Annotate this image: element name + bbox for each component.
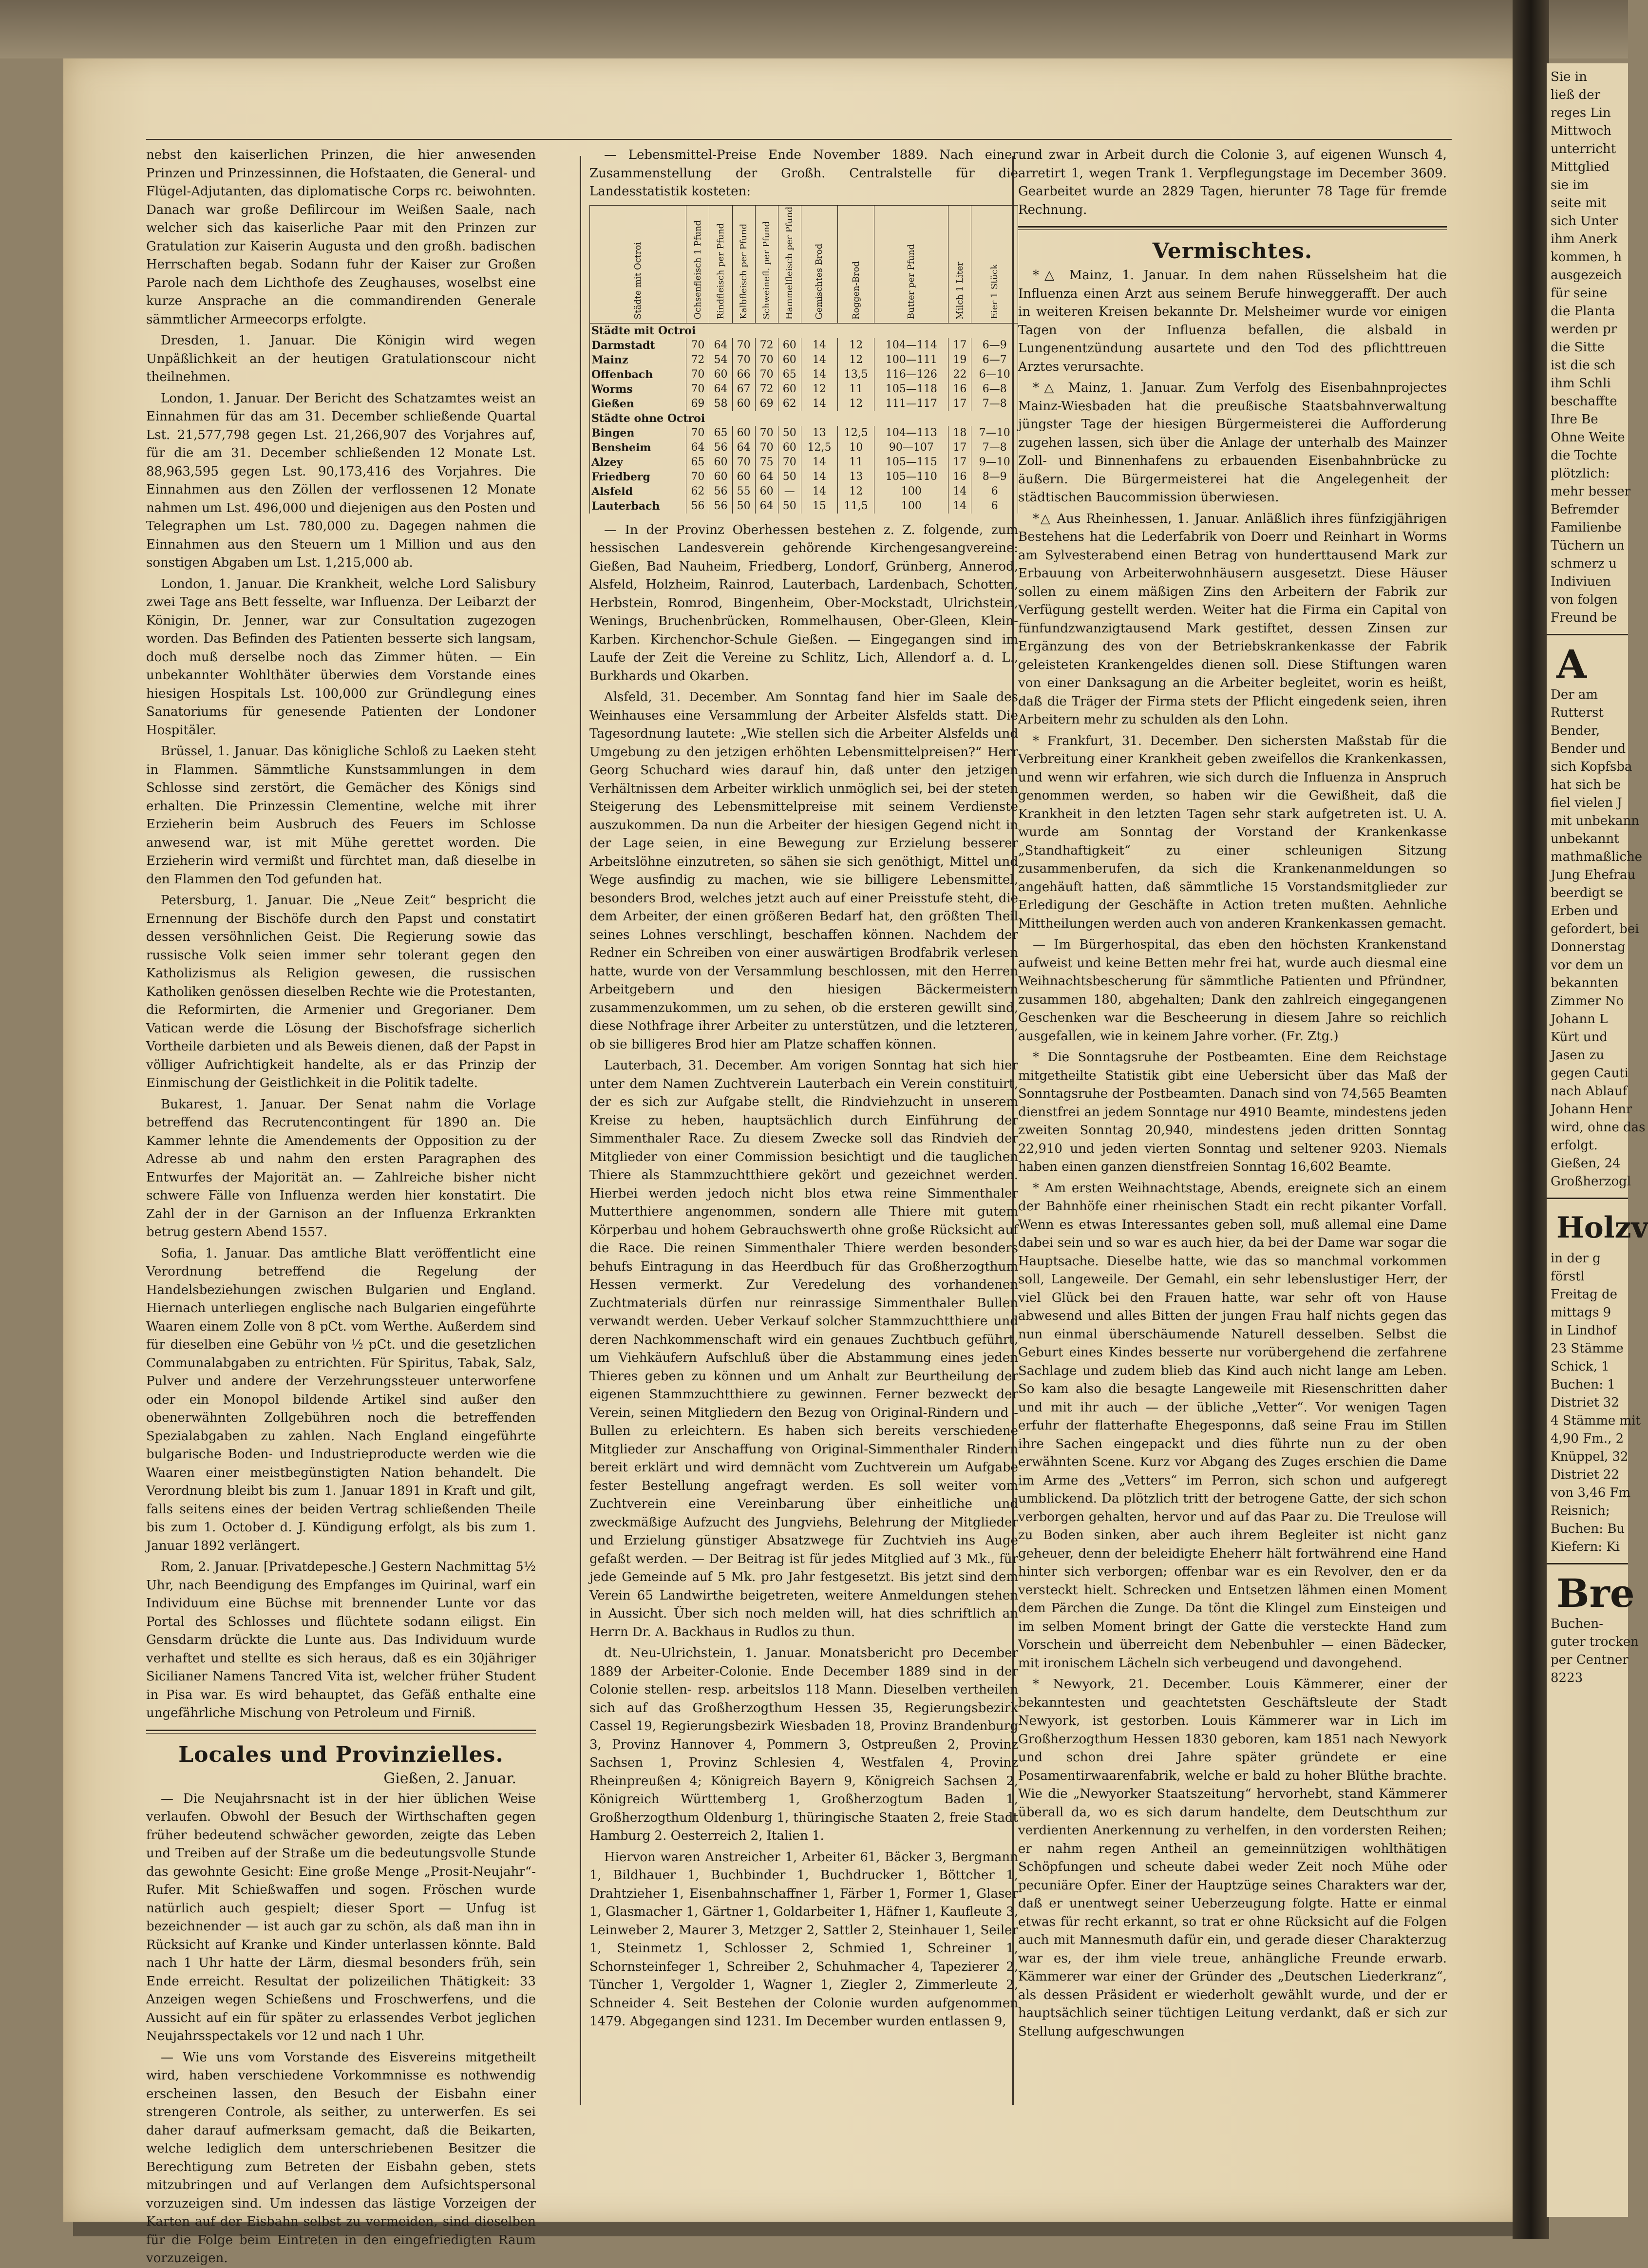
- table-cell: 60: [778, 382, 801, 397]
- table-cell: 111—117: [874, 397, 948, 411]
- article-london-salisbury: London, 1. Januar. Die Krankheit, welche Lord Salisbury zwei Tage ans Bett fesselte, war Influenza. Der Leibarzt der Königin, Dr. Jenner, war zur Consultation zugezogen worden. Das Befinden des Patienten besserte sich langsam, doch muß derselbe noch das Zimmer hüten. — Ein unbekannter Wohlthäter überwies dem Vorstande eines hiesigen Hospitals Lst. 100,000 zur Gründlegung eines Sanatoriums für genesende Patienten der Londoner Hospitäler.: [146, 576, 536, 738]
- adjacent-line: für seine: [1551, 286, 1608, 301]
- table-cell: 13: [801, 426, 837, 440]
- table-row: [590, 367, 1018, 382]
- adjacent-line: in der g: [1551, 1251, 1601, 1266]
- table-row: [590, 470, 1018, 484]
- price-table-header: [590, 205, 1018, 323]
- column-left: [146, 146, 536, 2266]
- adjacent-line: Indiviuen: [1551, 574, 1611, 589]
- table-header-cell: Schweinefl. per Pfund: [755, 205, 778, 323]
- table-header-cell: Gemischtes Brod: [801, 205, 837, 323]
- table-header-cell: Hammelfleisch per Pfund: [778, 205, 801, 323]
- table-cell: 100: [874, 499, 948, 514]
- table-cell: 17: [948, 338, 971, 353]
- table-cell: 6—9: [971, 338, 1018, 353]
- adjacent-line: von folgen: [1551, 592, 1618, 607]
- table-cell: 70: [686, 338, 709, 353]
- table-row: [590, 440, 1018, 455]
- adjacent-line: Reisnich;: [1551, 1504, 1610, 1518]
- table-cell: 60: [778, 440, 801, 455]
- table-header-cell: Ochsenfleisch 1 Pfund: [686, 205, 709, 323]
- adjacent-page-text: [1547, 1250, 1641, 1556]
- adjacent-line: ließ der: [1551, 88, 1601, 102]
- table-cell: 15: [801, 499, 837, 514]
- adjacent-line: Befremder: [1551, 502, 1620, 517]
- table-header-cell: Butter per Pfund: [874, 205, 948, 323]
- table-cell: 104—113: [874, 426, 948, 440]
- adjacent-line: mehr besser: [1551, 484, 1631, 499]
- table-cell: 14: [801, 367, 837, 382]
- table-cell: 12: [838, 397, 874, 411]
- table-cell: 60: [709, 455, 732, 470]
- table-cell: 54: [709, 353, 732, 367]
- table-header-cell: Roggen-Brod: [838, 205, 874, 323]
- adjacent-line: Tüchern un: [1551, 538, 1625, 553]
- article-neujahrsnacht: — Die Neujahrsnacht ist in der hier üblichen Weise verlaufen. Obwohl der Besuch der Wirthschaften gegen früher bedeutend schwächer geworden, zeigte das Leben und Treiben auf der Straße um die bedeutungsvolle Stunde das gewohnte Gesicht: Eine große Menge „Prosit-Neujahr“-Rufer. Mit Schießwaffen und sogen. Fröschen wurde natürlich auch gespielt; dieser Sport — Unfug ist bezeichnender — ist auch gar zu schön, als daß man ihn in Rücksicht auf Kranke und Kinder unterlassen könnte. Bald nach 1 Uhr hatte der Lärm, diesmal besonders früh, sein Ende erreicht. Resultat der polizeilichen Thätigkeit: 33 Anzeigen wegen Schießens und Froschwerfens, und die Aussicht auf ein für später zu erlassendes Verbot jeglichen Neujahrsspectakels vor 12 und nach 1 Uhr.: [146, 1791, 536, 2043]
- table-cell: —: [778, 484, 801, 499]
- table-cell: 7—8: [971, 440, 1018, 455]
- adjacent-line: bekannten: [1551, 976, 1619, 991]
- article-mainz-influenza: *△ Mainz, 1. Januar. In dem nahen Rüsselsheim hat die Influenza einen Arzt aus seinem Berufe hinweggerafft. Der auch in weiteren Kreisen bekannte Dr. Melsheimer wurde vor einigen Tagen von der Influenza befallen, die alsbald in Lungenentzündung ausartete und den Tod des pflichttreuen Arztes verursachte.: [1018, 268, 1447, 374]
- table-cell: 6—8: [971, 382, 1018, 397]
- article-lauterbach: Lauterbach, 31. December. Am vorigen Sonntag hat sich hier unter dem Namen Zuchtverein Lauterbach ein Verein constituirt, der es sich zur Aufgabe stellt, die Rindviehzucht in unserem Kreise zu heben, hauptsächlich durch Einführung der Simmenthaler Race. Zu diesem Zwecke soll das Rindvieh der Mitglieder von einer Commission besichtigt und die tauglichen Thiere als Stammzuchtthiere gekört und gezeichnet werden. Hierbei werden jedoch nicht blos etwa reine Simmenthaler Mutterthiere angenommen, sondern alle Thiere mit gutem Körperbau und hohem Gebrauchswerth ohne große Rücksicht auf die Race. Die reinen Simmenthaler Thiere werden besonders behufs Eintragung in das Heerdbuch für das Großherzogthum Hessen vermerkt. Zur Veredelung des vorhandenen Zuchtmaterials dürfen nur reinrassige Simmenthaler Bullen verwandt werden. Ueber Verkauf solcher Stammzuchtthiere und deren Nachkommenschaft wird ein genaues Zuchtbuch geführt, um Viehkäufern Aufschluß über die Abstammung eines jeden Thieres geben zu können und um Anhalt zur Beurtheilung der eigenen Stammzuchtthiere zu gewinnen. Ferner bezweckt der Verein, seinen Mitgliedern den Bezug von Original-Rindern und -Bullen zu erleichtern. Es haben sich bereits verschiedene Mitglieder zur Anschaffung von Original-Simmenthaler Rindern bereit erklärt und wird demnächt vom Zuchtverein um Aufgabe fester Bestellung angefragt werden. Es soll weiter vom Zuchtverein eine Vereinbarung über einheitliche und zweckmäßige Aufzucht des Jungviehs, Belehrung der Mitglieder und Erzielung günstiger Absatzwege für Zuchtvieh ins Auge gefaßt werden. — Der Beitrag ist für jedes Mitglied auf 3 Mk., für jede Gemeinde auf 5 Mk. pro Jahr festgesetzt. Bis jetzt sind dem Verein 65 Landwirthe beigetreten, weitere Anmeldungen stehen in Aussicht. Über sich noch melden will, hat dies schriftlich an Herrn Dr. A. Backhaus in Rudlos zu thun.: [589, 1058, 1018, 1639]
- table-cell: 50: [778, 470, 801, 484]
- price-table-body: [590, 323, 1018, 514]
- table-cell: 13: [838, 470, 874, 484]
- table-city-cell: Offenbach: [590, 367, 686, 382]
- adjacent-line: 23 Stämme: [1551, 1341, 1624, 1356]
- table-cell: 22: [948, 367, 971, 382]
- adjacent-line: Zimmer No: [1551, 994, 1624, 1009]
- table-cell: 64: [732, 440, 755, 455]
- table-cell: 65: [709, 426, 732, 440]
- table-cell: 56: [709, 440, 732, 455]
- table-cell: 62: [778, 397, 801, 411]
- table-header-cell: Milch 1 Liter: [948, 205, 971, 323]
- adjacent-line: gefordert, bei: [1551, 922, 1639, 936]
- adjacent-line: seite mit: [1551, 196, 1607, 210]
- adjacent-line: Buchen-: [1551, 1617, 1604, 1631]
- table-cell: 100: [874, 484, 948, 499]
- adjacent-line: von 3,46 Fm: [1551, 1486, 1631, 1500]
- table-cell: 64: [686, 440, 709, 455]
- section-rule: [146, 1730, 536, 1734]
- adjacent-page: [1547, 63, 1648, 2217]
- table-city-cell: Gießen: [590, 397, 686, 411]
- table-cell: 56: [709, 499, 732, 514]
- adjacent-line: nach Ablauf: [1551, 1084, 1628, 1099]
- article-newyork: * Newyork, 21. December. Louis Kämmerer, einer der bekanntesten und geachtetsten Geschäftsleute der Stadt Newyork, ist gestorben. Louis Kämmerer war in Lich im Großherzogthum Hessen 1830 geboren, kam 1851 nach Newyork und schon drei Jahre später gründete er eine Posamentirwaarenfabrik, welche er bald zu hoher Blüthe brachte. Wie die „Newyorker Staatszeitung“ hervorhebt, stand Kämmerer überall da, wo es sich darum handelte, dem Deutschthum zur verdienten Anerkennung zu verhelfen, in den vordersten Reihen; er nahm regen Antheil an gemeinnützigen wohlthätigen Schöpfungen und scheute dabei weder Zeit noch Mühe oder pecuniäre Opfer. Einer der Hauptzüge seines Charakters war der, daß er unentwegt seiner Ueberzeugung folgte. Hatte er einmal etwas für recht erkannt, so trat er ohne Rücksicht auf die Folgen auch mit Mannesmuth dafür ein, und gerade dieser Charakterzug war es, der ihm viele treue, anhängliche Freunde erwarb. Kämmerer war einer der Gründer des „Deutschen Liederkranz“, als dessen Präsident er wiederholt gewählt wurde, und der er hauptsächlich seiner tüchtigen Leitung verdankt, daß er sich zur Stellung aufgeschwungen: [1018, 1677, 1447, 2039]
- article-bruessel: Brüssel, 1. Januar. Das königliche Schloß zu Laeken steht in Flammen. Sämmtliche Kunstsammlungen in dem Schlosse sind zerstört, die Gemächer des Königs sind erhalten. Die Prinzessin Clementine, welche mit ihrer Erzieherin beim Ausbruch des Feuers im Schlosse anwesend war, ist mit Mühe gerettet worden. Die Erzieherin wird vermißt und fürchtet man, daß dieselbe in den Flammen den Tod gefunden hat.: [146, 744, 536, 887]
- table-cell: 72: [755, 382, 778, 397]
- adjacent-line: vor dem un: [1551, 958, 1624, 972]
- table-row: [590, 499, 1018, 514]
- table-cell: 70: [732, 455, 755, 470]
- adjacent-line: mathmaßliche: [1551, 850, 1643, 864]
- table-cell: 60: [709, 367, 732, 382]
- table-cell: 64: [755, 499, 778, 514]
- adjacent-line: Familienbe: [1551, 520, 1622, 535]
- table-header-cell: Rindfleisch per Pfund: [709, 205, 732, 323]
- table-cell: 11,5: [838, 499, 874, 514]
- adjacent-line: werden pr: [1551, 322, 1617, 337]
- table-city-cell: Lauterbach: [590, 499, 686, 514]
- adjacent-line: Der am: [1551, 687, 1598, 702]
- table-cell: 11: [838, 455, 874, 470]
- article-london-treasury: London, 1. Januar. Der Bericht des Schatzamtes weist an Einnahmen für das am 31. December schließende Quartal Lst. 21,577,798 gegen Lst. 21,266,907 des Vorjahres auf, für die am 31. December schließenden 12 Monate Lst. 88,963,595 gegen Lst. 90,173,416 des Vorjahres. Die Einnahmen aus den Zöllen der verflossenen 12 Monate nahmen um Lst. 496,000 und diejenigen aus den Posten und Telegraphen um Lst. 780,000 zu. Dagegen nahmen die Einnahmen aus den Steuern um 1 Million und aus den sonstigen Abgaben um Lst. 1,215,000 ab.: [146, 391, 536, 570]
- book-gutter: [1513, 0, 1549, 2239]
- table-row: [590, 397, 1018, 411]
- table-cell: 14: [801, 484, 837, 499]
- table-cell: 10: [838, 440, 874, 455]
- article-sofia: Sofia, 1. Januar. Das amtliche Blatt veröffentlicht eine Verordnung betreffend die Regelung der Handelsbeziehungen zwischen Bulgarien und England. Hiernach unterliegen englische nach Bulgarien eingeführte Waaren einem Zolle von 8 pCt. vom Werthe. Außerdem sind für dieselben eine Gebühr von ½ pCt. und die gesetzlichen Communalabgaben zu entrichten. Für Spiritus, Tabak, Salz, Pulver und andere der Verzehrungssteuer unterworfene oder ein Monopol bildende Artikel sind außer den obenerwähnten Zollgebühren noch die betreffenden Spezialabgaben zu zahlen. Nach England eingeführte bulgarische Boden- und Industrieproducte werden wie die Waaren einer meistbegünstigten Nation behandelt. Die Verordnung bleibt bis zum 1. Januar 1891 in Kraft und gilt, falls seitens eines der beiden Vertrag schließenden Theile bis zum 1. October d. J. Kündigung erfolgt, als bis zum 1. Januar 1892 verlängert.: [146, 1246, 536, 1553]
- table-cell: 72: [686, 353, 709, 367]
- adjacent-line: Gießen, 24: [1551, 1156, 1621, 1171]
- article-neu-ulrichstein: dt. Neu-Ulrichstein, 1. Januar. Monatsbericht pro December 1889 der Arbeiter-Colonie. Ende December 1889 sind in der Colonie stellen- resp. arbeitslos 118 Mann. Dieselben vertheilen sich auf das Großherzogthum Hessen 35, Regierungsbezirk Cassel 19, Regierungsbezirk Wiesbaden 18, Provinz Brandenburg 3, Provinz Hannover 4, Pommern 3, Ostpreußen 2, Provinz Sachsen 1, Provinz Schlesien 4, Westfalen 4, Provinz Rheinpreußen 4; Königreich Bayern 9, Königreich Sachsen 2, Königreich Württemberg 1, Großherzogtum Baden 1, Großherzogthum Oldenburg 1, thüringische Staaten 2, freie Stadt Hamburg 2. Oesterreich 2, Italien 1.: [589, 1646, 1018, 1844]
- table-cell: 19: [948, 353, 971, 367]
- adjacent-line: Bender,: [1551, 724, 1600, 738]
- table-cell: 75: [755, 455, 778, 470]
- adjacent-heading: Bre: [1556, 1570, 1635, 1616]
- adjacent-line: Großherzogl: [1551, 1174, 1631, 1189]
- adjacent-line: Jasen zu: [1551, 1048, 1605, 1063]
- adjacent-line: Buchen: Bu: [1551, 1522, 1625, 1536]
- table-cell: 12: [838, 353, 874, 367]
- table-cell: 105—118: [874, 382, 948, 397]
- section-title-vermischtes: Vermischtes.: [1152, 239, 1313, 264]
- article-postbeamte: * Die Sonntagsruhe der Postbeamten. Eine dem Reichstage mitgetheilte Statistik gibt eine Uebersicht über das Maß der Sonntagsruhe der Postbeamten. Danach sind von 74,565 Beamten dienstfrei an jedem Sonntage nur 4910 Beamte, mindestens jeden zweiten Sonntag 20,940, mindestens jeden dritten Sonntag 22,910 und jeden vierten Sonntag und seltener 9203. Niemals haben einen ganzen dienstfreien Sonntag 16,602 Beamte.: [1018, 1050, 1447, 1174]
- table-cell: 60: [778, 338, 801, 353]
- adjacent-line: Johann Henr: [1551, 1102, 1632, 1117]
- table-cell: 116—126: [874, 367, 948, 382]
- table-cell: 9—10: [971, 455, 1018, 470]
- article-rheinhessen: *△ Aus Rheinhessen, 1. Januar. Anläßlich ihres fünfzigjährigen Bestehens hat die Lederfabrik von Doerr und Reinhart in Worms am Sylvesterabend einen Betrag von hunderttausend Mark zur Erbauung von Arbeiterwohnhäusern ausgesetzt. Diese Häuser sollen zu einem mäßigen Zins den Arbeitern der Fabrik zur Verfügung gestellt werden. Weiter hat die Firma ein Capital von fünfundzwanzigtausend Mark gestiftet, dessen Zinsen zur Ergänzung des von der Betriebskrankenkasse der Fabrik geleisteten Krankengeldes dienen soll. Diese Stiftungen waren von einer Danksagung an die Arbeiter begleitet, worin es heißt, daß die Träger der Firma stets der Pflicht eingedenk seien, ihren Arbeitern mehr zu schulden als den Lohn.: [1018, 511, 1447, 727]
- table-cell: 64: [709, 338, 732, 353]
- table-cell: 105—115: [874, 455, 948, 470]
- article-buergerhospital: — Im Bürgerhospital, das eben den höchsten Krankenstand aufweist und keine Betten mehr frei hat, wurde auch diesmal eine Weihnachtsbescherung für sämmtliche Patienten und Pfründner, zusammen 180, abgehalten; Dank den zahlreich eingegangenen Geschenken war die Bescheerung in diesem Jahre so reichlich ausgefallen, wie in keinem Jahre vorher. (Fr. Ztg.): [1018, 937, 1447, 1044]
- adjacent-page-text: [1547, 63, 1631, 627]
- table-cell: 17: [948, 397, 971, 411]
- article-colonie-berufe: Hiervon waren Anstreicher 1, Arbeiter 61, Bäcker 3, Bergmann 1, Bildhauer 1, Buchbinder 1, Buchdrucker 1, Böttcher 1, Drahtzieher 1, Eisenbahnschaffner 1, Färber 1, Former 1, Glaser 1, Glasmacher 1, Gärtner 1, Goldarbeiter 1, Häfner 1, Kaufleute 3, Leinweber 2, Maurer 3, Metzger 2, Sattler 2, Steinhauer 1, Seiler 1, Steinmetz 1, Schlosser 2, Schmied 1, Schreiner 1, Schornsteinfeger 1, Schreiber 2, Schuhmacher 4, Tapezierer 2, Tüncher 1, Vergolder 1, Wagner 1, Ziegler 2, Zimmerleute 2, Schneider 4. Seit Bestehen der Colonie wurden aufgenommen 1479. Abgegangen sind 1231. Im December wurden entlassen 9,: [589, 1849, 1018, 2029]
- table-group-label: Städte mit Octroi: [590, 323, 1018, 338]
- adjacent-line: Freitag de: [1551, 1287, 1618, 1302]
- table-cell: 7—8: [971, 397, 1018, 411]
- adjacent-line: unbekannt: [1551, 832, 1619, 846]
- table-cell: 90—107: [874, 440, 948, 455]
- column-middle: [589, 146, 1018, 2144]
- adjacent-line: wird, ohne das: [1551, 1120, 1646, 1135]
- article-petersburg: Petersburg, 1. Januar. Die „Neue Zeit“ bespricht die Ernennung der Bischöfe durch den Papst und constatirt dessen versöhnlichen Geist. Die Regierung sowie das russische Volk seien immer sehr tolerant gegen den Katholizismus als Religion gewesen, die russischen Katholiken genössen dieselben Rechte wie die Protestanten, die Reformirten, die Armenier und Gregorianer. Dem Vatican werde die Lösung der Bischofsfrage sicherlich Vortheile darbieten und als Beweis dienen, daß der Papst in völliger Aufrichtigkeit handelte, als er das Prinzip der Einmischung der Geistlichkeit in die Politik tadelte.: [146, 893, 536, 1090]
- adjacent-heading: Holzv: [1556, 1211, 1648, 1245]
- table-cell: 50: [732, 499, 755, 514]
- table-cell: 70: [686, 382, 709, 397]
- table-cell: 65: [778, 367, 801, 382]
- adjacent-line: ihm Anerk: [1551, 232, 1618, 247]
- table-row: [590, 338, 1018, 353]
- table-cell: 105—110: [874, 470, 948, 484]
- adjacent-line: plötzlich:: [1551, 466, 1610, 481]
- adjacent-rule: [1547, 1198, 1628, 1199]
- article-mainz-eisenbahn: *△ Mainz, 1. Januar. Zum Verfolg des Eisenbahnprojectes Mainz-Wiesbaden hat die preußische Staatsbahnverwaltung jüngster Tage der hiesigen Bürgermeisterei die Aufforderung zugehen lassen, sich über die Anlage der unterhalb des Mainzer Zoll- und Binnenhafens zu erbauenden Eisenbahnbrücke zu äußern. Die Bürgermeisterei hat die Angelegenheit der städtischen Baucommission überwiesen.: [1018, 381, 1447, 505]
- table-row: [590, 455, 1018, 470]
- adjacent-line: Distriet 22: [1551, 1468, 1619, 1482]
- table-cell: 69: [755, 397, 778, 411]
- adjacent-line: mittags 9: [1551, 1305, 1611, 1320]
- table-cell: 14: [801, 455, 837, 470]
- table-cell: 69: [686, 397, 709, 411]
- table-cell: 70: [732, 353, 755, 367]
- table-cell: 67: [732, 382, 755, 397]
- table-cell: 58: [709, 397, 732, 411]
- prices-intro: — Lebensmittel-Preise Ende November 1889. Nach einer Zusammenstellung der Großh. Centralstelle für die Landesstatistik kosteten:: [589, 148, 1018, 199]
- table-cell: 6: [971, 484, 1018, 499]
- table-cell: 60: [709, 470, 732, 484]
- table-cell: 64: [709, 382, 732, 397]
- article-colonie-cont: und zwar in Arbeit durch die Colonie 3, auf eigenen Wunsch 4, arretirt 1, wegen Trank 1. Verpflegungstage im December 3609. Gearbeitet wurde an 2829 Tagen, hierunter 78 Tage für fremde Rechnung.: [1018, 148, 1447, 217]
- section-title-locales: Locales und Provinzielles.: [178, 1742, 504, 1767]
- adjacent-line: hat sich be: [1551, 778, 1621, 792]
- article-frankfurt: * Frankfurt, 31. December. Den sichersten Maßstab für die Verbreitung einer Krankheit geben zweifellos die Krankenkassen, und wenn wir erfahren, wie sich durch die Influenza in Anspruch genommen werden, so haben wir die Gewißheit, daß die Krankheit in den letzten Tagen sehr stark aufgetreten ist. U. A. wurde am Sonntag der Vorstand der Krankenkasse „Standhaftigkeit“ zu einer schleunigen Sitzung zusammenberufen, da sich die Krankenanmeldungen so angehäuft hatten, daß sämmtliche 15 Vorstandsmitglieder zur Erledigung der Geschäfte in Action treten mußten. Aehnliche Mittheilungen werden auch von anderen Krankenkassen gemacht.: [1018, 733, 1447, 931]
- table-cell: 14: [948, 499, 971, 514]
- adjacent-line: 4,90 Fm., 2: [1551, 1431, 1624, 1446]
- table-cell: 70: [778, 455, 801, 470]
- adjacent-line: Kiefern: Ki: [1551, 1540, 1620, 1554]
- table-cell: 6—10: [971, 367, 1018, 382]
- adjacent-line: unterricht: [1551, 142, 1616, 156]
- adjacent-line: ausgezeich: [1551, 268, 1622, 283]
- table-cell: 60: [778, 353, 801, 367]
- table-cell: 16: [948, 470, 971, 484]
- adjacent-line: mit unbekann: [1551, 814, 1639, 828]
- table-row: [590, 484, 1018, 499]
- adjacent-line: per Centner: [1551, 1653, 1629, 1667]
- adjacent-line: Ohne Weite: [1551, 430, 1625, 445]
- article-eisverein: — Wie uns vom Vorstande des Eisvereins mitgetheilt wird, haben verschiedene Vorkommnisse es nothwendig erscheinen lassen, den Besuch der Eisbahn einer strengeren Controle, als seither, zu unterwerfen. Es sei daher darauf aufmerksam gemacht, daß die Beikarten, welche lediglich dem unterschriebenen Besitzer die Berechtigung zum Betreten der Eisbahn geben, stets mitzubringen und auf Verlangen dem Aufsichtspersonal vorzuzeigen sind. Um indessen das lästige Vorzeigen der Karten auf der Eisbahn selbst zu vermeiden, sind dieselben für die Folge beim Eintreten in den eingefriedigten Raum vorzuzeigen.: [146, 2050, 536, 2266]
- table-row: [590, 426, 1018, 440]
- table-city-cell: Bingen: [590, 426, 686, 440]
- adjacent-line: Johann L: [1551, 1012, 1608, 1027]
- table-cell: 64: [755, 470, 778, 484]
- adjacent-line: Erben und: [1551, 904, 1618, 918]
- adjacent-line: ist die sch: [1551, 358, 1616, 373]
- table-city-cell: Alzey: [590, 455, 686, 470]
- adjacent-line: Buchen: 1: [1551, 1377, 1615, 1392]
- table-header-cell: Eier 1 Stück: [971, 205, 1018, 323]
- table-city-cell: Mainz: [590, 353, 686, 367]
- article-bahnhof: * Am ersten Weihnachtstage, Abends, ereignete sich an einem der Bahnhöfe einer rheinischen Stadt ein recht pikanter Vorfall. Wenn es etwas Interessantes geben soll, muß allemal eine Dame dabei sein und so war es auch hier, da bei der Dame war sogar die Hauptsache. Dieselbe hatte, wie das so manchmal vorkommen soll, Langeweile. Der Gemahl, ein sehr lebenslustiger Herr, der viel Glück bei den Frauen hatte, war sehr oft von Hause abwesend und alles Bitten der jungen Frau half nichts gegen das nun einmal überschäumende Naturell desselben. Selbst die Geburt eines Kindes besserte nur vorübergehend die zerfahrene Sachlage und zudem blieb das Kind auch nicht lange am Leben. So kam also die besagte Langeweile mit Riesenschritten daher und mit ihr auch — der übliche „Vetter“. Vor wenigen Tagen erfuhr der flatterhafte Ehegesponns, daß seine Frau im Stillen ihre Sachen eingepackt und dies führte nun zu der oben erwähnten Scene. Kurz vor Abgang des Zuges erschien die Dame im Arme des „Vetters“ im Perron, sich schon und aufgeregt umblickend. Da plötzlich tritt der betrogene Gatte, der sich schon verborgen gehalten, hervor und auf das Paar zu. Die Treulose will zu Boden sinken, aber auch ihrem Begleiter ist nicht ganz geheuer, denn der beleidigte Eheherr hält fortwährend eine Hand hinter sich verborgen; offenbar war es ein Revolver, den er da versteckt hielt. Schrecken und Entsetzen lähmen einen Moment dem Pärchen die Zunge. Da tönt die Klingel zum Einsteigen und im selben Moment bringt der Gatte die versteckte Hand zum Vorschein und überreicht dem Nebenbuhler — einen Bädecker, mit ironischem Lächeln sich verbeugend und davongehend.: [1018, 1181, 1447, 1671]
- table-header-cell: Kalbfleisch per Pfund: [732, 205, 755, 323]
- adjacent-line: förstl: [1551, 1269, 1585, 1284]
- article-kirchengesangvereine: — In der Provinz Oberhessen bestehen z. Z. folgende, zum hessischen Landesverein gehörende Kirchengesangvereine: Gießen, Bad Nauheim, Friedberg, Londorf, Grünberg, Annerod, Alsfeld, Holzheim, Rainrod, Lauterbach, Lardenbach, Schotten, Herbstein, Romrod, Bingenheim, Ober-Mockstadt, Ulrichstein, Wenings, Bruchenbrücken, Rommelhausen, Ober-Gleen, Klein-Karben. Kirchenchor-Schule Gießen. — Eingegangen sind im Laufe der Zeit die Vereine zu Schlitz, Lich, Allendorf a. d. L., Burkhards und Okarben.: [589, 522, 1018, 684]
- table-cell: 7—10: [971, 426, 1018, 440]
- adjacent-line: die Planta: [1551, 304, 1615, 319]
- price-table: [589, 205, 1018, 514]
- adjacent-line: die Sitte: [1551, 340, 1605, 355]
- adjacent-page-text: [1547, 1615, 1639, 1687]
- adjacent-line: sie im: [1551, 178, 1589, 192]
- column-divider: [580, 156, 581, 2105]
- table-cell: 12,5: [838, 426, 874, 440]
- adjacent-line: beerdigt se: [1551, 886, 1623, 900]
- table-group-row: [590, 323, 1018, 338]
- column-right: [1018, 146, 1447, 2144]
- adjacent-line: schmerz u: [1551, 556, 1617, 571]
- table-city-cell: Bensheim: [590, 440, 686, 455]
- adjacent-line: Freund be: [1551, 610, 1617, 625]
- scan-background: [0, 0, 1628, 58]
- table-cell: 14: [801, 353, 837, 367]
- table-row: [590, 353, 1018, 367]
- table-cell: 70: [732, 338, 755, 353]
- table-cell: 6: [971, 499, 1018, 514]
- table-cell: 50: [778, 499, 801, 514]
- table-city-cell: Darmstadt: [590, 338, 686, 353]
- table-cell: 70: [755, 367, 778, 382]
- article-bukarest: Bukarest, 1. Januar. Der Senat nahm die Vorlage betreffend das Recrutencontingent für 1890 an. Die Kammer lehnte die Amendements der Opposition zu der Adresse ab und nahm den ersten Paragraphen des Entwurfes der Majorität an. — Zahlreiche bisher nicht schwere Fälle von Influenza werden hier konstatirt. Die Zahl der in der Garnison an der Influenza Erkrankten betrug gestern Abend 1557.: [146, 1097, 536, 1239]
- adjacent-line: Jung Ehefrau: [1551, 868, 1636, 882]
- table-cell: 66: [732, 367, 755, 382]
- adjacent-line: Rutterst: [1551, 705, 1604, 720]
- table-cell: 56: [709, 484, 732, 499]
- table-cell: 50: [778, 426, 801, 440]
- adjacent-line: Schick, 1: [1551, 1359, 1610, 1374]
- adjacent-line: in Lindhof: [1551, 1323, 1616, 1338]
- adjacent-line: reges Lin: [1551, 106, 1611, 120]
- table-cell: 12: [838, 338, 874, 353]
- table-cell: 70: [686, 470, 709, 484]
- table-cell: 55: [732, 484, 755, 499]
- table-cell: 11: [838, 382, 874, 397]
- table-cell: 100—111: [874, 353, 948, 367]
- table-city-cell: Alsfeld: [590, 484, 686, 499]
- adjacent-line: Distriet 32: [1551, 1395, 1619, 1410]
- table-cell: 14: [801, 470, 837, 484]
- table-cell: 70: [755, 440, 778, 455]
- article-text: nebst den kaiserlichen Prinzen, die hier anwesenden Prinzen und Prinzessinnen, die Hofstaaten, die General- und Flügel-Adjutanten, das diplomatische Corps rc. beiwohnten. Danach war große Defilircour im Weißen Saale, nach welcher sich das kaiserliche Paar mit den Prinzen zur Gratulation zur Kaiserin Augusta und den großh. badischen Herrschaften begab. Sodann fuhr der Kaiser zur Großen Parole nach dem Lichthofe des Zeughauses, woselbst eine kurze Ansprache an die commandirenden Generale sämmtlicher Armeecorps erfolgte.: [146, 148, 536, 327]
- table-cell: 14: [948, 484, 971, 499]
- dateline: Gießen, 2. Januar.: [383, 1770, 516, 1787]
- adjacent-line: Sie in: [1551, 70, 1587, 84]
- table-cell: 17: [948, 455, 971, 470]
- table-cell: 12,5: [801, 440, 837, 455]
- article-dresden: Dresden, 1. Januar. Die Königin wird wegen Unpäßlichkeit an der heutigen Gratulationscour nicht theilnehmen.: [146, 333, 536, 384]
- table-cell: 72: [755, 338, 778, 353]
- article-rom: Rom, 2. Januar. [Privatdepesche.] Gestern Nachmittag 5½ Uhr, nach Beendigung des Empfanges im Quirinal, warf ein Individuum eine Büchse mit brennender Lunte vor das Portal des Schlosses und flüchtete sodann eiligst. Ein Gensdarm drückte die Lunte aus. Das Individuum wurde verhaftet und stellte es sich heraus, daß es ein 30jähriger Sicilianer Namens Tancred Vita ist, welcher früher Student in Pisa war. Es wird behauptet, das Gefäß enthalte eine ungefährliche Mischung von Petroleum und Firniß.: [146, 1560, 536, 1720]
- table-cell: 60: [732, 426, 755, 440]
- table-cell: 18: [948, 426, 971, 440]
- table-cell: 12: [801, 382, 837, 397]
- adjacent-line: Mittwoch: [1551, 124, 1612, 138]
- adjacent-line: erfolgt.: [1551, 1138, 1598, 1153]
- table-city-cell: Friedberg: [590, 470, 686, 484]
- table-cell: 70: [755, 426, 778, 440]
- adjacent-line: 4 Stämme mit: [1551, 1413, 1641, 1428]
- table-cell: 62: [686, 484, 709, 499]
- adjacent-line: Ihre Be: [1551, 412, 1598, 427]
- table-cell: 65: [686, 455, 709, 470]
- table-cell: 14: [801, 338, 837, 353]
- table-cell: 13,5: [838, 367, 874, 382]
- adjacent-line: kommen, h: [1551, 250, 1622, 265]
- adjacent-line: guter trocken: [1551, 1635, 1639, 1649]
- table-cell: 16: [948, 382, 971, 397]
- table-cell: 60: [732, 470, 755, 484]
- table-cell: 17: [948, 440, 971, 455]
- table-cell: 56: [686, 499, 709, 514]
- table-row: [590, 382, 1018, 397]
- table-header-cell: Städte mit Octroi: [590, 205, 686, 323]
- adjacent-line: Bender und: [1551, 742, 1626, 756]
- adjacent-line: die Tochte: [1551, 448, 1617, 463]
- table-city-cell: Worms: [590, 382, 686, 397]
- adjacent-line: fiel vielen J: [1551, 796, 1622, 810]
- table-cell: 70: [686, 367, 709, 382]
- table-cell: 14: [801, 397, 837, 411]
- adjacent-rule: [1547, 634, 1628, 635]
- adjacent-line: 8223: [1551, 1671, 1583, 1685]
- table-group-row: [590, 411, 1018, 426]
- adjacent-line: sich Kopfsba: [1551, 760, 1632, 774]
- adjacent-line: Donnerstag: [1551, 940, 1626, 954]
- adjacent-line: gegen Cauti: [1551, 1066, 1629, 1081]
- table-cell: 60: [732, 397, 755, 411]
- table-cell: 60: [755, 484, 778, 499]
- adjacent-line: ihm Schli: [1551, 376, 1611, 391]
- adjacent-page-text: [1547, 686, 1646, 1191]
- adjacent-line: sich Unter: [1551, 214, 1618, 229]
- table-cell: 70: [686, 426, 709, 440]
- table-cell: 104—114: [874, 338, 948, 353]
- adjacent-line: Knüppel, 32: [1551, 1449, 1629, 1464]
- table-cell: 70: [755, 353, 778, 367]
- article-alsfeld: Alsfeld, 31. December. Am Sonntag fand hier im Saale des Weinhauses eine Versammlung der Arbeiter Alsfelds statt. Die Tagesordnung lautete: „Wie stellen sich die Arbeiter Alsfelds und Umgebung zu den jetzigen erhöhten Lebensmittelpreisen?“ Herr Georg Schuchard wies darauf hin, daß unter den jetzigen Verhältnissen dem Arbeiter wirklich unmöglich sei, bei der steten Steigerung des Lebensmittelpreise mit seinem Verdienste auszukommen. Da nun die Arbeiter der hiesigen Gegend nicht in der Lage seien, in eine Bewegung zur Erzielung besserer Arbeitslöhne einzutreten, so sähen sie sich genöthigt, Mittel und Wege ausfindig zu machen, wie sie billigere Lebensmittel, besonders Brod, welches jetzt auch auf einer Preisstufe steht, die dem Arbeiter, der einen größeren Bedarf hat, den größten Theil seines Lohnes verschlingt, beschaffen können. Nachdem der Redner ein Schreiben von einer auswärtigen Brodfabrik verlesen hatte, wurde von der Versammlung beschlossen, mit den Herren Arbeitgebern und den hiesigen Bäckermeistern zusammenzukommen, um zu sehen, ob die ersteren gewillt sind, diese Nothfrage ihrer Arbeiter zu unterstützen, und die letzteren, ob sie billigeres Brod hier am Platze schaffen können.: [589, 690, 1018, 1052]
- adjacent-line: Mittglied: [1551, 160, 1610, 174]
- header-rule: [146, 139, 1452, 140]
- table-group-label: Städte ohne Octroi: [590, 411, 1018, 426]
- table-cell: 12: [838, 484, 874, 499]
- adjacent-heading: A: [1556, 641, 1587, 687]
- section-rule: [1018, 226, 1447, 230]
- adjacent-rule: [1547, 1563, 1628, 1564]
- table-cell: 6—7: [971, 353, 1018, 367]
- adjacent-line: beschaffte: [1551, 394, 1617, 409]
- table-cell: 8—9: [971, 470, 1018, 484]
- adjacent-line: Kürt und: [1551, 1030, 1608, 1045]
